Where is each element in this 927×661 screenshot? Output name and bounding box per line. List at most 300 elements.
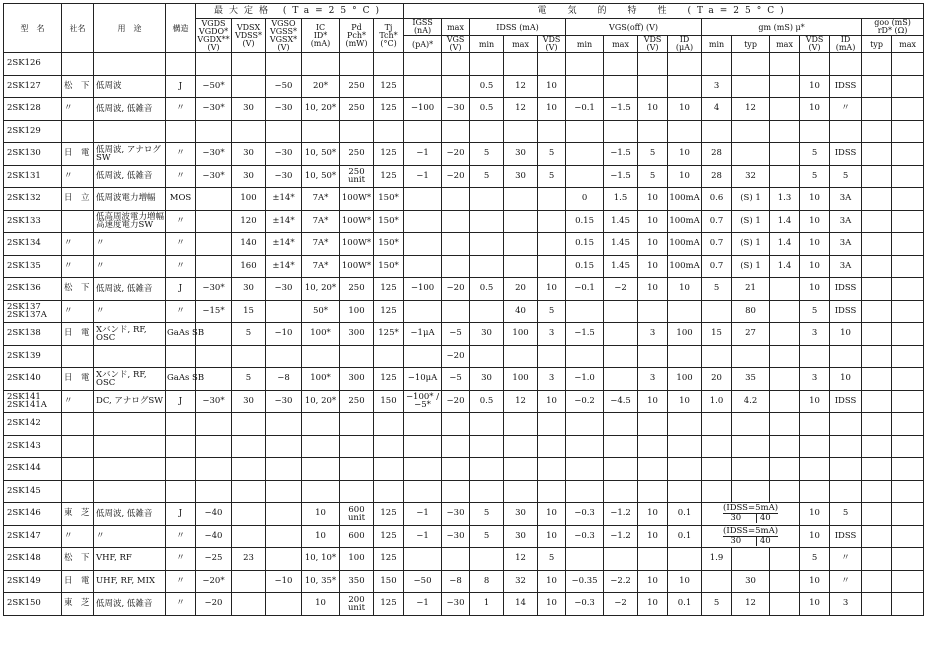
- cell-idss-vds: 3: [538, 368, 566, 391]
- cell-ic: [302, 435, 340, 458]
- cell-vgsoff-min: −0.1: [566, 98, 604, 121]
- cell-structure: J: [166, 75, 196, 98]
- cell-vgsoff-max: −2.2: [604, 570, 638, 593]
- cell-vgsoff-min: [566, 143, 604, 166]
- cell-gm-max: [770, 458, 800, 481]
- cell-idss-min: [470, 120, 504, 143]
- cell-vgsoff-max: [604, 300, 638, 323]
- cell-vgds: [196, 233, 232, 256]
- cell-tj: 125: [374, 165, 404, 188]
- cell-gm-vds: 5: [800, 165, 830, 188]
- cell-gm-typ: 4.2: [732, 390, 770, 413]
- cell-idss-max: 30: [504, 165, 538, 188]
- cell-gm-id: [830, 345, 862, 368]
- cell-vgsoff-min: −0.1: [566, 278, 604, 301]
- cell-use: 〃: [94, 233, 166, 256]
- cell-idss-vds: 10: [538, 525, 566, 548]
- cell-vgsoff-max: −1.5: [604, 165, 638, 188]
- cell-gm-typ: [732, 345, 770, 368]
- cell-idss-min: 1: [470, 593, 504, 616]
- cell-igss: [404, 548, 442, 571]
- cell-goo-max: [892, 525, 924, 548]
- cell-structure: 〃: [166, 548, 196, 571]
- cell-gm-max: [770, 480, 800, 503]
- col-vgds: VGDS VGDO* VGDX** (V): [197, 18, 230, 52]
- cell-pd: 100W*: [340, 233, 374, 256]
- cell-gm-max: [770, 278, 800, 301]
- cell-vgsoff-min: [566, 300, 604, 323]
- col-maker: 社名: [62, 4, 94, 53]
- cell-ic: 10: [302, 593, 340, 616]
- cell-ic: 10: [302, 525, 340, 548]
- cell-vgsoff-max: −1.2: [604, 525, 638, 548]
- cell-igss: [404, 345, 442, 368]
- cell-ic: 10, 20*: [302, 390, 340, 413]
- cell-pd: 250: [340, 98, 374, 121]
- cell-maker: 松 下: [62, 548, 94, 571]
- cell-gm-typ: [732, 53, 770, 76]
- cell-tj: [374, 413, 404, 436]
- cell-vdsx: [232, 75, 266, 98]
- cell-idss-min: 0.5: [470, 390, 504, 413]
- cell-pd: 350: [340, 570, 374, 593]
- cell-ic: 10, 20*: [302, 278, 340, 301]
- cell-idss-min: [470, 480, 504, 503]
- cell-vgso: ±14*: [266, 188, 302, 211]
- cell-tj: [374, 435, 404, 458]
- cell-vgsoff-vds: [638, 300, 668, 323]
- cell-idss-max: 40: [504, 300, 538, 323]
- cell-vgsoff-id: [668, 345, 702, 368]
- cell-goo-max: [892, 390, 924, 413]
- cell-vgsoff-vds: 10: [638, 278, 668, 301]
- cell-gm-min: 5: [702, 593, 732, 616]
- cell-use: 低周波, 低雑音: [94, 278, 166, 301]
- cell-ic: [302, 345, 340, 368]
- col-model: 型 名: [4, 4, 62, 53]
- cell-vgds: [196, 120, 232, 143]
- cell-idss-vds: 10: [538, 278, 566, 301]
- cell-igss: −50: [404, 570, 442, 593]
- cell-ic: 100*: [302, 323, 340, 346]
- cell-vgso: [266, 53, 302, 76]
- cell-structure: 〃: [166, 300, 196, 323]
- cell-maker: 〃: [62, 300, 94, 323]
- cell-structure: 〃: [166, 165, 196, 188]
- cell-gm-max: [770, 120, 800, 143]
- cell-idss-vds: 10: [538, 593, 566, 616]
- cell-vgsoff-vds: 10: [638, 570, 668, 593]
- cell-structure: 〃: [166, 525, 196, 548]
- cell-goo-max: [892, 413, 924, 436]
- cell-goo-max: [892, 503, 924, 526]
- cell-idss-vds: 3: [538, 323, 566, 346]
- cell-use: [94, 458, 166, 481]
- cell-vgso: −30: [266, 278, 302, 301]
- cell-vgsoff-max: [604, 345, 638, 368]
- cell-vgds: −15*: [196, 300, 232, 323]
- cell-vgsoff-min: [566, 75, 604, 98]
- cell-goo-max: [892, 188, 924, 211]
- cell-goo-typ: [862, 503, 892, 526]
- cell-goo-max: [892, 323, 924, 346]
- cell-goo-max: [892, 570, 924, 593]
- cell-vdsx: 23: [232, 548, 266, 571]
- cell-igss-vgs: [442, 233, 470, 256]
- cell-structure: [166, 120, 196, 143]
- cell-vgsoff-min: −0.35: [566, 570, 604, 593]
- cell-gm-vds: [800, 345, 830, 368]
- col-igss-vgs: VGS (V): [442, 36, 470, 53]
- cell-vgsoff-max: [604, 368, 638, 391]
- cell-tj: 125: [374, 75, 404, 98]
- cell-gm-vds: 10: [800, 390, 830, 413]
- cell-ic: 100*: [302, 368, 340, 391]
- cell-tj: 150*: [374, 210, 404, 233]
- cell-vgsoff-vds: 10: [638, 210, 668, 233]
- cell-pd: 250: [340, 143, 374, 166]
- cell-igss-vgs: [442, 255, 470, 278]
- cell-vgsoff-min: [566, 548, 604, 571]
- cell-idss-vds: [538, 345, 566, 368]
- cell-goo-typ: [862, 525, 892, 548]
- cell-vgsoff-vds: 10: [638, 188, 668, 211]
- cell-idss-min: [470, 210, 504, 233]
- cell-gm-id: [830, 53, 862, 76]
- cell-use: 低周波, アナログSW: [94, 143, 166, 166]
- cell-goo-max: [892, 165, 924, 188]
- cell-goo-max: [892, 278, 924, 301]
- col-vgsoff-min: min: [566, 36, 604, 53]
- cell-structure: [166, 413, 196, 436]
- cell-model: 2SK137 2SK137A: [4, 300, 62, 323]
- cell-vdsx: [232, 525, 266, 548]
- cell-gm-max: [770, 53, 800, 76]
- cell-gm-id: IDSS: [830, 278, 862, 301]
- table-row: [4, 278, 924, 301]
- cell-structure: MOS: [166, 188, 196, 211]
- cell-idss-vds: 10: [538, 75, 566, 98]
- cell-idss-vds: 5: [538, 300, 566, 323]
- cell-gm-typ: 21: [732, 278, 770, 301]
- table-row: [4, 300, 924, 323]
- cell-use: 〃: [94, 525, 166, 548]
- cell-vgsoff-vds: 10: [638, 503, 668, 526]
- cell-gm-max: [770, 413, 800, 436]
- cell-vgso: −50: [266, 75, 302, 98]
- cell-use: DC, アナログSW: [94, 390, 166, 413]
- cell-vdsx: 30: [232, 165, 266, 188]
- cell-gm-min: 0.7: [702, 210, 732, 233]
- cell-goo-typ: [862, 53, 892, 76]
- table-row: [4, 323, 924, 346]
- cell-igss: −100: [404, 98, 442, 121]
- cell-vdsx: [232, 435, 266, 458]
- cell-model: 2SK133: [4, 210, 62, 233]
- cell-vgsoff-min: −0.3: [566, 593, 604, 616]
- cell-vgsoff-id: [668, 120, 702, 143]
- cell-structure: 〃: [166, 233, 196, 256]
- cell-pd: [340, 345, 374, 368]
- cell-use: [94, 345, 166, 368]
- col-goo: goo (mS) rD* (Ω): [862, 19, 924, 36]
- cell-goo-typ: [862, 435, 892, 458]
- cell-vgso: −8: [266, 368, 302, 391]
- cell-vgsoff-max: [604, 53, 638, 76]
- cell-use: [94, 120, 166, 143]
- cell-gm-min: 0.6: [702, 188, 732, 211]
- cell-tj: 125: [374, 593, 404, 616]
- cell-vgsoff-vds: [638, 75, 668, 98]
- cell-gm-typ: [732, 480, 770, 503]
- cell-igss: [404, 435, 442, 458]
- max-ratings-title: 最大定格 (Ta=25°C): [196, 4, 404, 19]
- cell-idss-max: [504, 188, 538, 211]
- cell-idss-max: [504, 53, 538, 76]
- cell-pd: [340, 480, 374, 503]
- cell-idss-min: 30: [470, 368, 504, 391]
- cell-goo-max: [892, 120, 924, 143]
- cell-igss: [404, 233, 442, 256]
- cell-idss-vds: [538, 210, 566, 233]
- cell-idss-vds: [538, 458, 566, 481]
- cell-gm-vds: 10: [800, 233, 830, 256]
- cell-gm-typ: 27: [732, 323, 770, 346]
- cell-vgds: [196, 458, 232, 481]
- cell-igss-vgs: −30: [442, 593, 470, 616]
- cell-goo-typ: [862, 570, 892, 593]
- cell-pd: 300: [340, 323, 374, 346]
- cell-igss-vgs: [442, 53, 470, 76]
- cell-igss-vgs: −30: [442, 525, 470, 548]
- col-vgsoff-vds: VDS (V): [638, 36, 668, 53]
- cell-idss-min: 30: [470, 323, 504, 346]
- cell-ic: 7A*: [302, 188, 340, 211]
- cell-pd: [340, 435, 374, 458]
- cell-gm-vds: 10: [800, 503, 830, 526]
- table-row: [4, 120, 924, 143]
- cell-use: 低周波, 低雑音: [94, 503, 166, 526]
- cell-maker: 〃: [62, 165, 94, 188]
- col-tj: Tj Tch* (°C): [374, 19, 404, 53]
- cell-igss-vgs: −20: [442, 143, 470, 166]
- cell-vgsoff-vds: [638, 413, 668, 436]
- cell-goo-typ: [862, 165, 892, 188]
- cell-vgsoff-vds: [638, 435, 668, 458]
- cell-idss-max: 32: [504, 570, 538, 593]
- cell-vgsoff-vds: [638, 480, 668, 503]
- cell-idss-vds: [538, 188, 566, 211]
- cell-gm-max: [770, 75, 800, 98]
- cell-ic: 7A*: [302, 233, 340, 256]
- cell-gm-id: [830, 413, 862, 436]
- cell-idss-max: 12: [504, 98, 538, 121]
- cell-idss-max: 12: [504, 390, 538, 413]
- cell-igss: −10μA: [404, 368, 442, 391]
- cell-igss: [404, 458, 442, 481]
- cell-model: 2SK128: [4, 98, 62, 121]
- col-vgsoff-id: ID (μA): [668, 36, 702, 53]
- cell-idss-max: 100: [504, 323, 538, 346]
- cell-gm-vds: 5: [800, 300, 830, 323]
- cell-ic: 10: [302, 503, 340, 526]
- cell-gm-typ: [732, 548, 770, 571]
- cell-gm-typ: 12: [732, 593, 770, 616]
- cell-use: [94, 413, 166, 436]
- cell-vgds: [196, 435, 232, 458]
- cell-vdsx: 140: [232, 233, 266, 256]
- table-row: [4, 345, 924, 368]
- col-gm-min: min: [702, 36, 732, 53]
- cell-idss-vds: 10: [538, 390, 566, 413]
- cell-use: Xバンド, RF, OSC: [94, 368, 166, 391]
- cell-vgsoff-min: 0.15: [566, 210, 604, 233]
- cell-model: 2SK131: [4, 165, 62, 188]
- cell-goo-typ: [862, 255, 892, 278]
- cell-gm-id: [830, 120, 862, 143]
- cell-goo-typ: [862, 413, 892, 436]
- cell-tj: 125: [374, 98, 404, 121]
- cell-vgso: [266, 458, 302, 481]
- cell-model: 2SK141 2SK141A: [4, 390, 62, 413]
- cell-vgso: −30: [266, 390, 302, 413]
- cell-goo-max: [892, 548, 924, 571]
- cell-maker: 日 電: [62, 143, 94, 166]
- cell-gm-min: [702, 570, 732, 593]
- cell-goo-typ: [862, 593, 892, 616]
- cell-vgsoff-max: −1.5: [604, 98, 638, 121]
- cell-vdsx: [232, 345, 266, 368]
- cell-maker: [62, 458, 94, 481]
- cell-vdsx: 30: [232, 390, 266, 413]
- cell-gm-max: 1.4: [770, 255, 800, 278]
- cell-igss: [404, 300, 442, 323]
- cell-vgds: −30*: [196, 143, 232, 166]
- cell-igss-vgs: [442, 435, 470, 458]
- cell-vgsoff-id: 10: [668, 143, 702, 166]
- cell-tj: [374, 480, 404, 503]
- cell-ic: 10, 20*: [302, 98, 340, 121]
- cell-gm-min: [702, 345, 732, 368]
- cell-gm-max: [770, 570, 800, 593]
- cell-pd: [340, 458, 374, 481]
- cell-gm-vds: 3: [800, 323, 830, 346]
- cell-vdsx: [232, 53, 266, 76]
- cell-idss-max: 30: [504, 525, 538, 548]
- cell-gm-typ: 30: [732, 570, 770, 593]
- cell-vgds: −30*: [196, 98, 232, 121]
- cell-vdsx: 30: [232, 143, 266, 166]
- cell-model: 2SK127: [4, 75, 62, 98]
- cell-vdsx: 15: [232, 300, 266, 323]
- cell-igss: −1: [404, 165, 442, 188]
- cell-use: 低周波電力増幅: [94, 188, 166, 211]
- table-row: [4, 255, 924, 278]
- cell-vgsoff-vds: [638, 53, 668, 76]
- cell-vgsoff-vds: [638, 548, 668, 571]
- cell-vgds: −40: [196, 503, 232, 526]
- cell-vgsoff-id: 0.1: [668, 503, 702, 526]
- cell-tj: 125: [374, 503, 404, 526]
- cell-pd: 100: [340, 300, 374, 323]
- cell-vgso: [266, 120, 302, 143]
- table-row: [4, 548, 924, 571]
- cell-vgsoff-vds: [638, 120, 668, 143]
- cell-vgso: ±14*: [266, 233, 302, 256]
- col-idss-min: min: [470, 36, 504, 53]
- cell-idss-vds: [538, 255, 566, 278]
- cell-pd: 100W*: [340, 188, 374, 211]
- cell-idss-vds: [538, 233, 566, 256]
- cell-vgsoff-id: [668, 458, 702, 481]
- cell-goo-typ: [862, 120, 892, 143]
- cell-vgds: −20*: [196, 570, 232, 593]
- cell-vgsoff-min: −0.3: [566, 503, 604, 526]
- cell-vdsx: [232, 570, 266, 593]
- cell-gm-vds: 10: [800, 525, 830, 548]
- col-goo-max: max: [892, 36, 924, 53]
- cell-ic: [302, 120, 340, 143]
- cell-use: 低周波: [94, 75, 166, 98]
- cell-idss-min: [470, 458, 504, 481]
- cell-model: 2SK146: [4, 503, 62, 526]
- col-structure: 構造: [166, 4, 196, 53]
- cell-maker: [62, 120, 94, 143]
- cell-vgds: [196, 210, 232, 233]
- cell-goo-typ: [862, 188, 892, 211]
- cell-vgso: −10: [266, 323, 302, 346]
- cell-model: 2SK136: [4, 278, 62, 301]
- cell-maker: 〃: [62, 525, 94, 548]
- cell-goo-typ: [862, 458, 892, 481]
- cell-gm-min: 20: [702, 368, 732, 391]
- cell-gm-typ: [732, 143, 770, 166]
- cell-gm-id: [830, 435, 862, 458]
- cell-vdsx: [232, 413, 266, 436]
- cell-use: [94, 435, 166, 458]
- cell-idss-max: 12: [504, 75, 538, 98]
- cell-idss-vds: 5: [538, 165, 566, 188]
- cell-ic: [302, 480, 340, 503]
- cell-pd: [340, 120, 374, 143]
- cell-idss-min: [470, 435, 504, 458]
- cell-use: 低周波, 低雑音: [94, 593, 166, 616]
- cell-structure: 〃: [166, 570, 196, 593]
- cell-gm-max: [770, 300, 800, 323]
- table-row: [4, 75, 924, 98]
- cell-ic: 10, 35*: [302, 570, 340, 593]
- cell-vgsoff-min: 0: [566, 188, 604, 211]
- cell-pd: 100: [340, 548, 374, 571]
- cell-gm-id: 〃: [830, 98, 862, 121]
- col-goo-typ: typ: [862, 36, 892, 53]
- cell-gm-min: [702, 435, 732, 458]
- cell-structure: GaAs SB: [166, 368, 196, 391]
- cell-gm-max: [770, 368, 800, 391]
- cell-tj: [374, 458, 404, 481]
- cell-vdsx: [232, 480, 266, 503]
- cell-model: 2SK139: [4, 345, 62, 368]
- cell-vgsoff-max: 1.45: [604, 233, 638, 256]
- cell-pd: 250: [340, 390, 374, 413]
- table-body: [4, 53, 924, 616]
- cell-igss-vgs: [442, 120, 470, 143]
- cell-gm-typ: [732, 435, 770, 458]
- cell-gm-id: 3A: [830, 210, 862, 233]
- cell-vgsoff-max: 1.5: [604, 188, 638, 211]
- cell-vgso: [266, 548, 302, 571]
- cell-tj: 125: [374, 143, 404, 166]
